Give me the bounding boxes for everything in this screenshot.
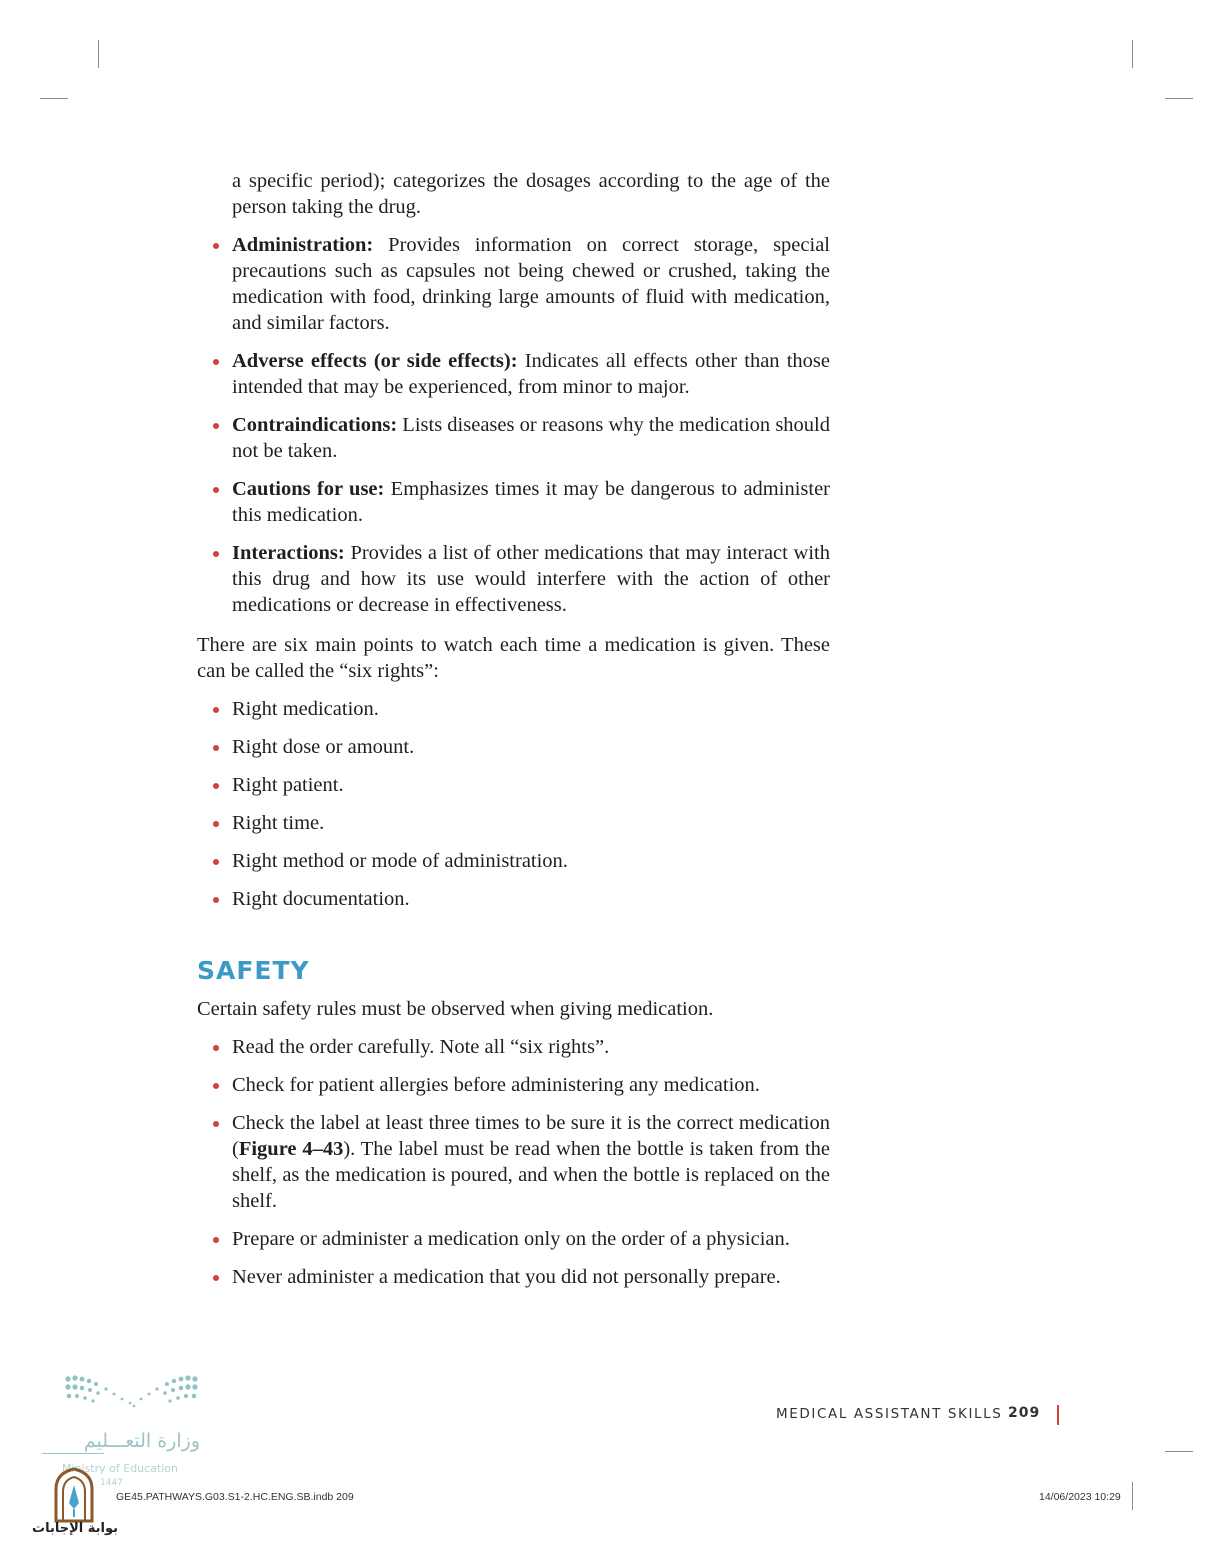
list-item xyxy=(197,772,830,798)
list-item xyxy=(197,1072,830,1098)
right-item: Right documentation. xyxy=(232,888,410,910)
list-item xyxy=(197,848,830,874)
list-item xyxy=(197,734,830,760)
list-item xyxy=(197,1034,830,1060)
bullet-icon xyxy=(213,1045,219,1051)
safety-rule: Check for patient allergies before administering any medication. xyxy=(232,1074,760,1096)
safety-list xyxy=(197,1034,830,1290)
safety-lead: Certain safety rules must be observed when giving medication. xyxy=(197,998,714,1020)
right-item: Right time. xyxy=(232,812,325,834)
list-item xyxy=(197,540,830,618)
list-item xyxy=(197,810,830,836)
definition: Lists diseases or reasons why the medication should not be taken. xyxy=(232,414,830,462)
six-rights-intro: There are six main points to watch each time a medication is given. These can be called the “six rights”: xyxy=(197,634,830,682)
bullet-icon xyxy=(213,487,219,493)
definition: Provides information on correct storage, special precautions such as capsules not being chewed or crushed, taking the medication with food, drinking large amounts of fluid with medication, and similar factors. xyxy=(232,234,830,334)
right-item: Right dose or amount. xyxy=(232,736,415,758)
section-heading: SAFETY xyxy=(197,956,310,985)
page-number-bar xyxy=(1057,1405,1059,1425)
right-item: Right medication. xyxy=(232,698,379,720)
crop-mark xyxy=(40,98,68,99)
term: Interactions: xyxy=(232,542,345,564)
bullet-icon xyxy=(213,551,219,557)
divider xyxy=(42,1453,104,1454)
ministry-name-english: Ministry of Education xyxy=(62,1462,179,1475)
portal-name: بوابة الإجابات xyxy=(32,1521,118,1536)
definition: Provides a list of other medications that may interact with this drug and how its use would interfere with the action of other medications or decrease in effectiveness. xyxy=(232,542,830,616)
list-item xyxy=(197,476,830,528)
term: Administration: xyxy=(232,234,374,256)
ministry-year: 1447 xyxy=(100,1478,123,1488)
bullet-icon xyxy=(213,1237,219,1243)
list-item xyxy=(197,348,830,400)
crop-mark xyxy=(1165,1451,1193,1452)
bullet-icon xyxy=(213,359,219,365)
list-item xyxy=(197,1264,830,1290)
page-body xyxy=(197,168,830,1302)
ministry-logo-icon xyxy=(62,1373,202,1423)
list-item xyxy=(197,1226,830,1252)
safety-rule: Check the label at least three times to be sure it is the correct medication ( xyxy=(232,1112,830,1160)
label-info-list xyxy=(197,232,830,618)
crop-mark xyxy=(1132,1482,1133,1510)
bullet-icon xyxy=(213,821,219,827)
bullet-icon xyxy=(213,745,219,751)
page-number: 209 xyxy=(1008,1405,1041,1421)
term: Contraindications: xyxy=(232,414,398,436)
bullet-icon xyxy=(213,1275,219,1281)
bullet-icon xyxy=(213,783,219,789)
bullet-icon xyxy=(213,243,219,249)
crop-mark xyxy=(1132,40,1133,68)
continuation-text: a specific period); categorizes the dosages according to the age of the person taking the drug. xyxy=(232,170,830,218)
print-slug-file: GE45.PATHWAYS.G03.S1-2.HC.ENG.SB.indb 209 xyxy=(116,1491,354,1503)
six-rights-list xyxy=(197,696,830,912)
term: Cautions for use: xyxy=(232,478,385,500)
bullet-icon xyxy=(213,1083,219,1089)
safety-rule-continued: ). The label must be read when the bottle is taken from the shelf, as the medication is poured, and when the bottle is replaced on the shelf. xyxy=(232,1138,830,1212)
bullet-icon xyxy=(213,1121,219,1127)
running-footer-title: MEDICAL ASSISTANT SKILLS xyxy=(776,1406,1003,1422)
bullet-icon xyxy=(213,707,219,713)
bullet-icon xyxy=(213,859,219,865)
safety-rule: Read the order carefully. Note all “six rights”. xyxy=(232,1036,610,1058)
right-item: Right patient. xyxy=(232,774,344,796)
bullet-icon xyxy=(213,423,219,429)
safety-rule: Prepare or administer a medication only on the order of a physician. xyxy=(232,1228,790,1250)
bullet-icon xyxy=(213,897,219,903)
list-item xyxy=(197,696,830,722)
list-item xyxy=(197,412,830,464)
ministry-name-arabic: وزارة التعـــليم xyxy=(83,1430,200,1452)
right-item: Right method or mode of administration. xyxy=(232,850,568,872)
crop-mark xyxy=(98,40,99,68)
figure-reference: Figure 4–43 xyxy=(238,1138,344,1160)
list-item xyxy=(197,232,830,336)
term: Adverse effects (or side effects): xyxy=(232,350,518,372)
list-item xyxy=(197,886,830,912)
print-slug-date: 14/06/2023 10:29 xyxy=(1039,1491,1121,1503)
crop-mark xyxy=(1165,98,1193,99)
list-item xyxy=(197,1110,830,1214)
definition: Indicates all effects other than those intended that may be experienced, from minor to major. xyxy=(232,350,830,398)
safety-rule: Never administer a medication that you did not personally prepare. xyxy=(232,1266,781,1288)
definition: Emphasizes times it may be dangerous to administer this medication. xyxy=(232,478,830,526)
portal-logo-icon xyxy=(50,1467,98,1523)
